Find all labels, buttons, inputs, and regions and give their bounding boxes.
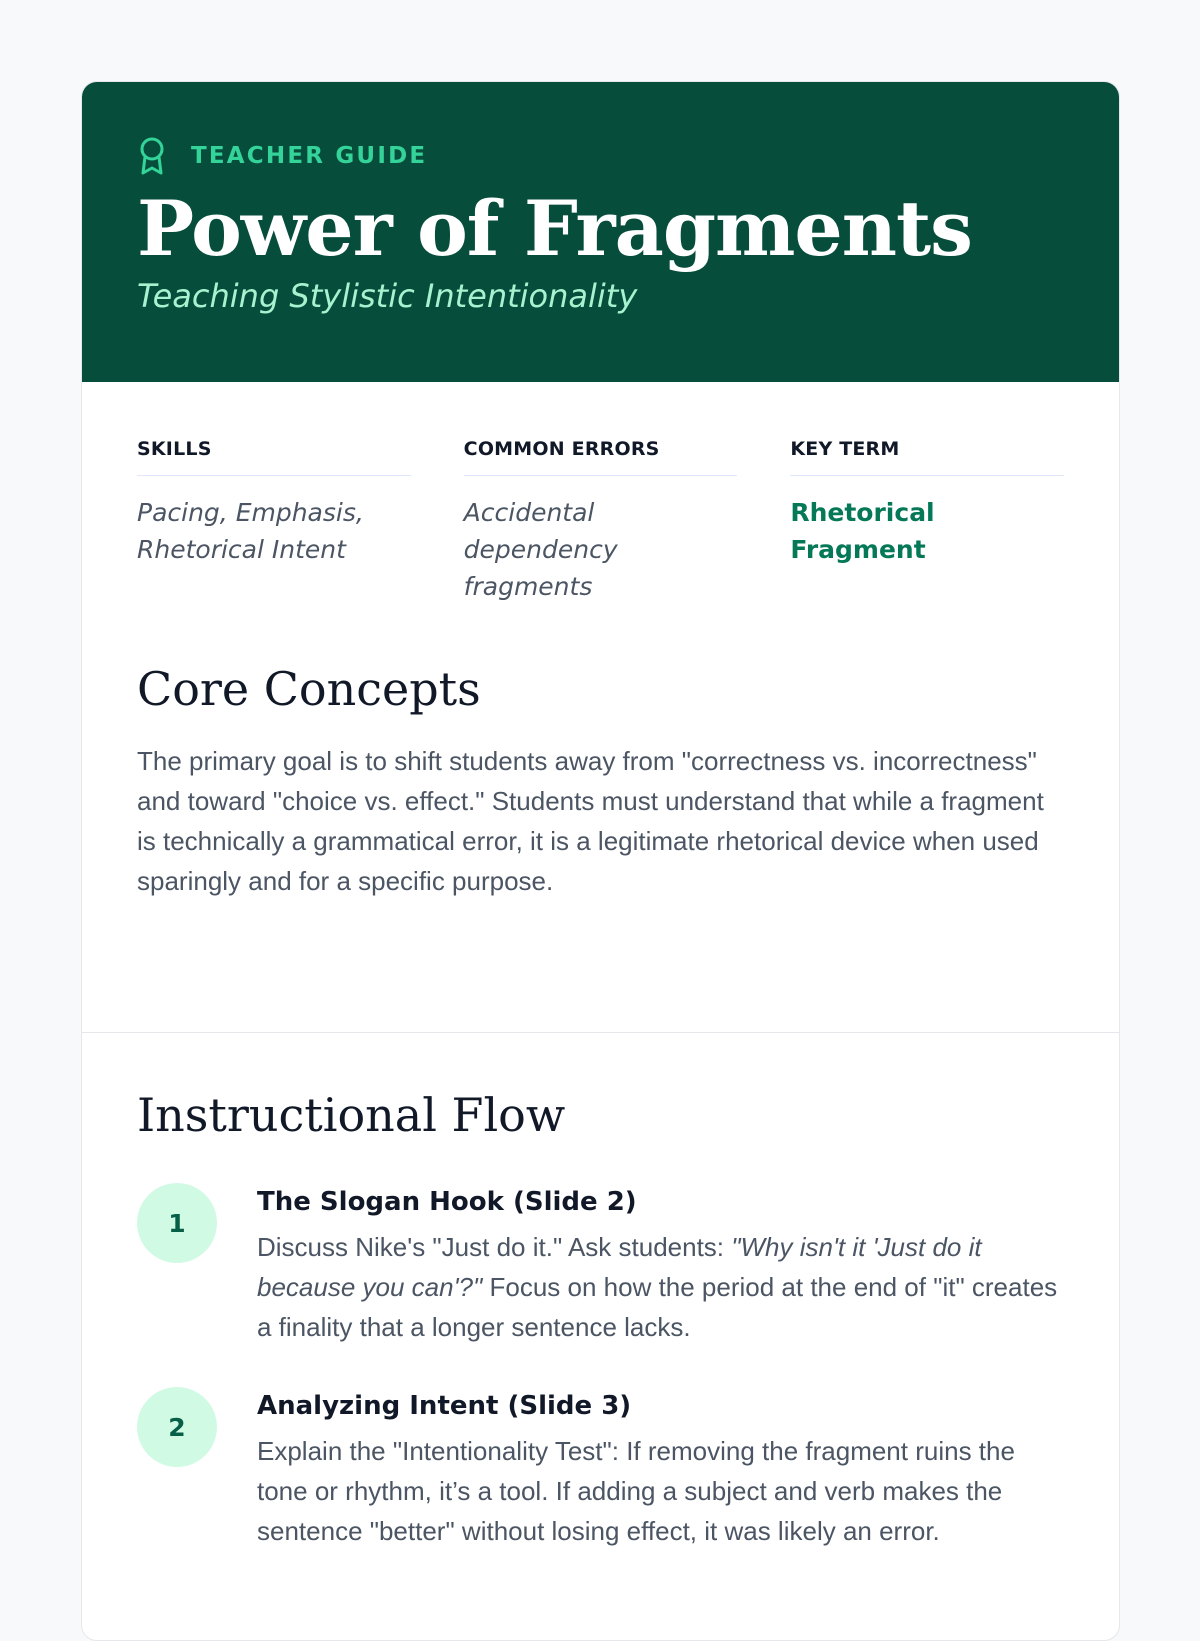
meta-summary bbox=[82, 438, 1119, 605]
meta-key-term-value: Rhetorical Fragment bbox=[790, 498, 935, 564]
eyebrow-label: TEACHER GUIDE bbox=[191, 143, 428, 169]
step-description bbox=[257, 1227, 1064, 1347]
meta-skills-value: Pacing, Emphasis, Rhetorical Intent bbox=[137, 498, 364, 564]
step-text-detail: Focus on how the period at the end of "it" creates a finality that a longer sentence lacks. bbox=[257, 1272, 1058, 1342]
step-number-badge: 1 bbox=[137, 1183, 217, 1263]
meta-key-term bbox=[790, 438, 1064, 605]
step-list bbox=[137, 1183, 1064, 1551]
teacher-guide-card bbox=[81, 81, 1120, 1641]
page-title: Power of Fragments bbox=[137, 184, 972, 273]
step-title: The Slogan Hook (Slide 2) bbox=[257, 1187, 637, 1217]
core-concepts-section bbox=[82, 661, 1119, 1033]
award-ribbon-icon bbox=[137, 136, 167, 176]
step-text-question: "Why isn't it 'Just do it because you can'?" bbox=[257, 1232, 982, 1302]
step-body bbox=[257, 1387, 1064, 1551]
step-number-badge: 2 bbox=[137, 1387, 217, 1467]
step-item bbox=[137, 1387, 1064, 1551]
meta-key-term-label: KEY TERM bbox=[790, 438, 1064, 476]
meta-common-errors-value: Accidental dependency fragments bbox=[463, 498, 618, 601]
meta-common-errors bbox=[464, 438, 738, 605]
step-description: Explain the "Intentionality Test": If removing the fragment ruins the tone or rhythm, it’s a tool. If adding a subject and verb makes the sentence "better" without losing effect, it was likely an error. bbox=[257, 1436, 1015, 1546]
core-concepts-body: The primary goal is to shift students away from "correctness vs. incorrectness" and toward "choice vs. effect." Students must understand that while a fragment is technically a grammatical error, it is a legitimate rhetorical device when used sparingly and for a specific purpose. bbox=[137, 746, 1044, 896]
guide-header bbox=[82, 82, 1119, 382]
meta-skills bbox=[137, 438, 411, 605]
step-body bbox=[257, 1183, 1064, 1347]
page-subtitle: Teaching Stylistic Intentionality bbox=[137, 277, 638, 315]
meta-skills-label: SKILLS bbox=[137, 438, 411, 476]
instructional-flow-heading: Instructional Flow bbox=[137, 1088, 566, 1142]
core-concepts-heading: Core Concepts bbox=[137, 662, 481, 716]
step-item bbox=[137, 1183, 1064, 1347]
instructional-flow-section bbox=[82, 1033, 1119, 1551]
step-text-intro: Discuss Nike's "Just do it." Ask students: bbox=[257, 1232, 732, 1262]
meta-common-errors-label: COMMON ERRORS bbox=[464, 438, 738, 476]
step-title: Analyzing Intent (Slide 3) bbox=[257, 1391, 632, 1421]
eyebrow bbox=[137, 136, 1064, 176]
